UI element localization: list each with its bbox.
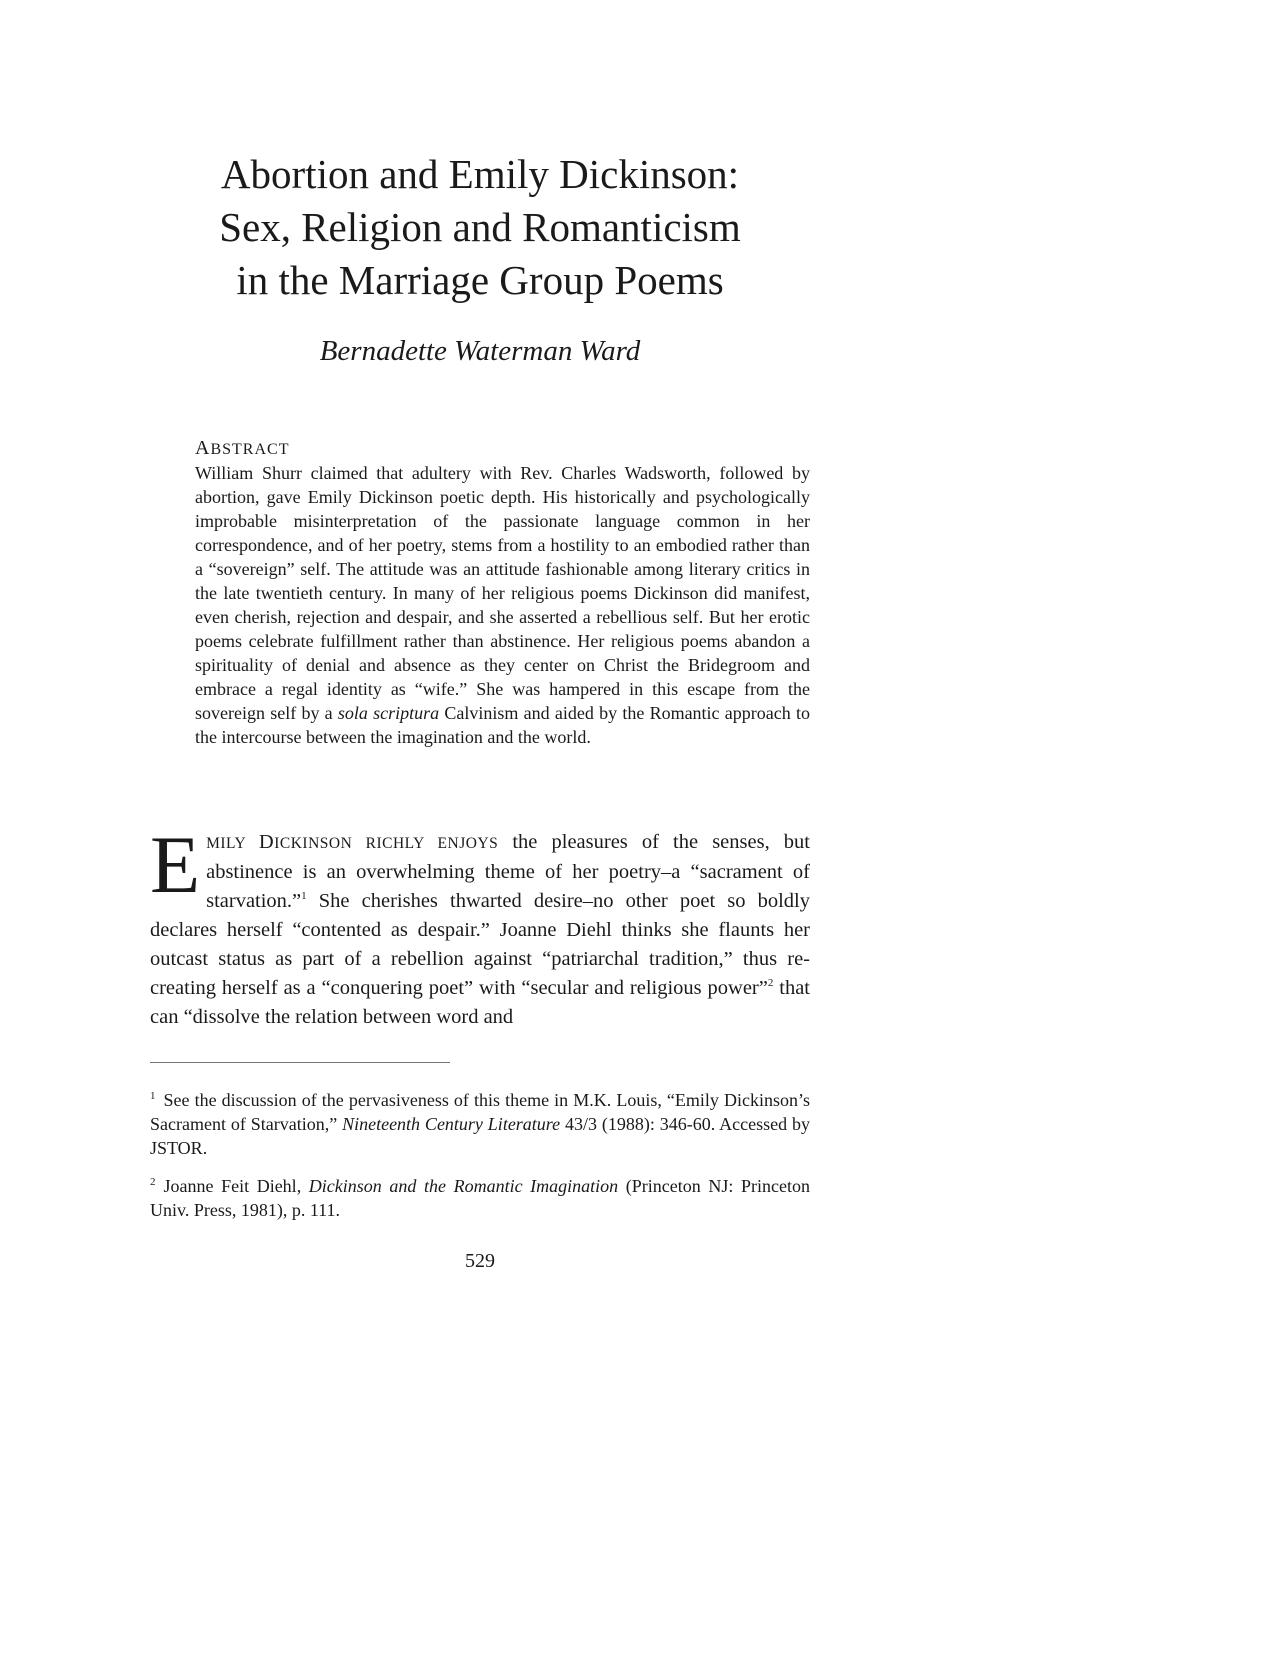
footnote-2-mark: 2 — [150, 1176, 156, 1188]
author-name: Bernadette Waterman Ward — [319, 335, 641, 367]
article-title — [150, 148, 810, 307]
title-line-2: Sex, Religion and Romanticism — [219, 204, 741, 250]
abstract-heading-cap: A — [195, 437, 211, 459]
footnote-2-text-a: Joanne Feit Diehl, — [163, 1176, 309, 1196]
footnote-1-text-b: 43/3 (1988): 346-60. Accessed by JSTOR. — [150, 1114, 810, 1158]
smallcaps-rest-1: MILY — [206, 835, 259, 852]
abstract-heading — [195, 437, 810, 460]
footnote-1 — [150, 1088, 810, 1160]
body-text-1: the pleasures of the senses, but abstinence is an overwhelming theme of her poetry–a “sacrament of starvation.” — [206, 831, 810, 912]
abstract-text-part-2: Calvinism and aided by the Romantic approach to the intercourse between the imagination and the world. — [195, 703, 810, 747]
footnote-ref-2: 2 — [767, 977, 774, 990]
abstract-section — [195, 437, 810, 749]
opening-smallcaps — [206, 831, 499, 853]
page-number: 529 — [465, 1250, 495, 1272]
footnote-ref-1: 1 — [301, 890, 307, 903]
footnote-divider — [150, 1062, 450, 1063]
footnote-1-italic: Nineteenth Century Literature — [342, 1114, 561, 1134]
footnote-1-text-a: See the discussion of the pervasiveness of this theme in M.K. Louis, “Emily Dickinson’s Sacrament of Starvation,” — [150, 1090, 810, 1134]
smallcaps-rest-2: ICKINSON RICHLY ENJOYS — [274, 835, 499, 852]
footnote-1-mark: 1 — [150, 1090, 156, 1102]
smallcaps-cap-2: D — [258, 831, 275, 853]
abstract-heading-rest: BSTRACT — [210, 441, 290, 458]
footnotes-section — [150, 1088, 810, 1236]
footnote-2 — [150, 1174, 810, 1222]
abstract-text-part-1: William Shurr claimed that adultery with Rev. Charles Wadsworth, followed by abortion, gave Emily Dickinson poetic depth. His historically and psychologically improbable misinterpretation of the passionate language common in her correspondence, and of her poetry, stems from a hostility to an embodied rather than a “sovereign” self. The attitude was an attitude fashionable among literary critics in the late twentieth century. In many of her religious poems Dickinson did manifest, even cherish, rejection and despair, and she asserted a rebellious self. But her erotic poems celebrate fulfillment rather than abstinence. Her religious poems abandon a spirituality of denial and absence as they center on Christ the Bridegroom and embrace a regal identity as “wife.” She was hampered in this escape from the sovereign self by a — [195, 463, 810, 723]
footnote-2-italic: Dickinson and the Romantic Imagination — [308, 1176, 619, 1196]
drop-cap: E — [150, 819, 201, 910]
body-text-3: that can “dissolve the relation between word and — [150, 977, 810, 1028]
footnote-2-text-b: (Princeton NJ: Princeton Univ. Press, 1981), p. 111. — [150, 1176, 810, 1220]
body-paragraph — [150, 819, 810, 1032]
abstract-text — [195, 461, 810, 749]
title-line-1: Abortion and Emily Dickinson: — [220, 151, 740, 197]
abstract-italic-phrase: sola scriptura — [337, 703, 440, 723]
body-text-2: She cherishes thwarted desire–no other poet so boldly declares herself “contented as despair.” Joanne Diehl thinks she flaunts her outcast status as part of a rebellion against “patriarchal tradition,” thus re-creating herself as a “conquering poet” with “secular and religious power” — [150, 890, 810, 999]
title-line-3: in the Marriage Group Poems — [236, 257, 724, 303]
